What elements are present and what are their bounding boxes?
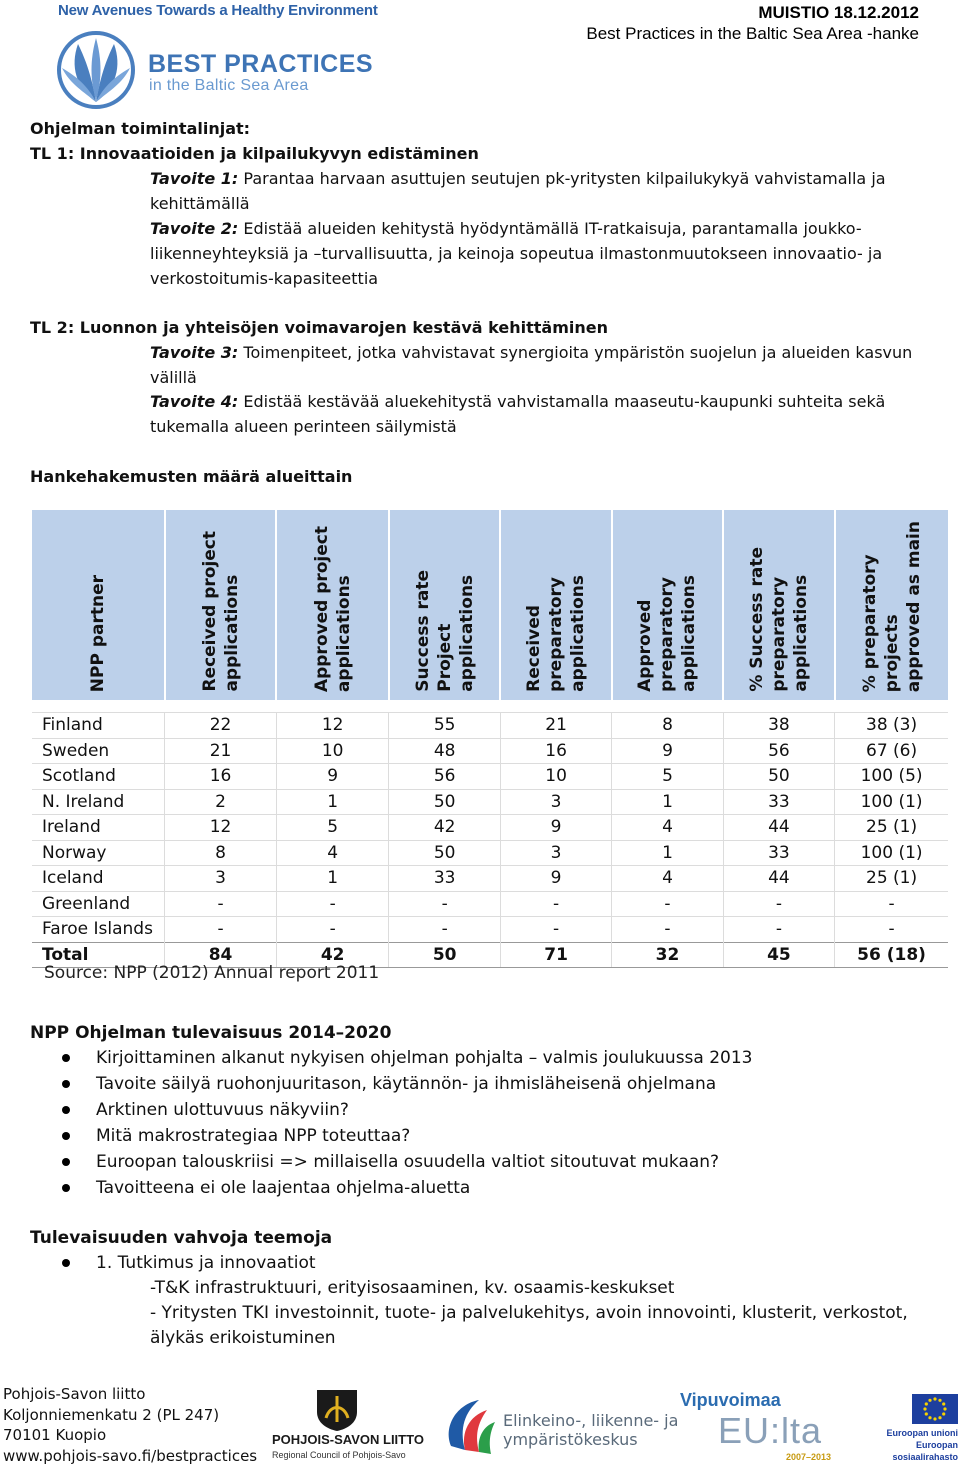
project-name: Best Practices in the Baltic Sea Area -hanke [586, 24, 919, 43]
value-cell: - [389, 891, 500, 917]
value-cell: 3 [500, 789, 611, 815]
col-header-label: Approved preparatory applications [635, 575, 700, 692]
value-cell: 100 (1) [835, 840, 948, 866]
value-cell: 22 [165, 713, 277, 739]
col-header [32, 510, 165, 700]
value-cell: 10 [276, 738, 389, 764]
partner-cell: Finland [32, 713, 165, 739]
col-header-label: Approved project applications [311, 525, 354, 692]
col-header [612, 510, 723, 700]
theme-sub-2: - Yritysten TKI investoinnit, tuote- ja palvelukehitys, avoin innovointi, klusterit, verkostot, älykäs erikoistuminen [150, 1303, 908, 1348]
bullet-icon [62, 1106, 70, 1114]
tl1-heading: TL 1: Innovaatioiden ja kilpailukyvyn edistäminen [30, 144, 479, 163]
table-row [32, 738, 948, 764]
col-header-label: % preparatory projects approved as main [859, 520, 924, 692]
logo-ely-text [503, 1411, 678, 1449]
value-cell: 44 [723, 866, 834, 892]
value-cell: 44 [723, 815, 834, 841]
table-source: Source: NPP (2012) Annual report 2011 [44, 963, 380, 983]
value-cell: - [723, 891, 834, 917]
value-cell: - [612, 891, 723, 917]
value-cell: - [389, 917, 500, 943]
list-item: 1. Tutkimus ja innovaatiot [30, 1250, 930, 1276]
value-cell: 100 (5) [835, 764, 948, 790]
value-cell: - [500, 891, 611, 917]
footer-org: Pohjois-Savon liitto [3, 1385, 146, 1403]
list-item: Arktinen ulottuvuus näkyviin? [30, 1097, 930, 1123]
col-header [165, 510, 277, 700]
total-value-cell: 45 [723, 942, 834, 968]
logo-ely-line1: Elinkeino-, liikenne- ja [503, 1411, 679, 1430]
value-cell: 4 [612, 866, 723, 892]
value-cell: 4 [612, 815, 723, 841]
table-row [32, 917, 948, 943]
partner-cell: Faroe Islands [32, 917, 165, 943]
value-cell: 5 [276, 815, 389, 841]
table-row [32, 866, 948, 892]
future-heading: NPP Ohjelman tulevaisuus 2014–2020 [30, 1023, 392, 1043]
value-cell: 42 [389, 815, 500, 841]
value-cell: - [276, 917, 389, 943]
table-row [32, 840, 948, 866]
goal-3-label: Tavoite 3: [150, 343, 239, 362]
value-cell: 50 [389, 789, 500, 815]
value-cell: 67 (6) [835, 738, 948, 764]
footer-city: 70101 Kuopio [3, 1426, 107, 1444]
bullet-icon [62, 1184, 70, 1192]
footer-street: Koljonniemenkatu 2 (PL 247) [3, 1405, 220, 1424]
goal-3 [150, 340, 940, 390]
value-cell: 1 [612, 789, 723, 815]
value-cell: 12 [276, 713, 389, 739]
value-cell: 2 [165, 789, 277, 815]
total-value-cell: 84 [165, 942, 277, 968]
table-row [32, 891, 948, 917]
total-value-cell: 50 [389, 942, 500, 968]
value-cell: 5 [612, 764, 723, 790]
bullet-icon [62, 1080, 70, 1088]
goal-2 [150, 216, 920, 291]
partner-cell: Scotland [32, 764, 165, 790]
value-cell: 33 [389, 866, 500, 892]
eu-flag-icon [912, 1394, 958, 1424]
section-title: Ohjelman toimintalinjat: [30, 119, 251, 138]
col-header-label: % Success rate preparatory applications [746, 547, 811, 692]
total-value-cell: 42 [276, 942, 389, 968]
goal-2-text: Edistää alueiden kehitystä hyödyntämällä IT-ratkaisuja, parantamalla joukko-liikenneyhteyksiä ja –turvallisuutta, ja keinoja sopeutua ilmastonmuutokseen innovaatio- ja verkostoitumis-kapasiteettia [150, 219, 883, 288]
table-row [32, 713, 948, 739]
bullet-icon [62, 1132, 70, 1140]
future-list [30, 1045, 930, 1201]
header-tagline: New Avenues Towards a Healthy Environment [58, 2, 378, 19]
logo-liitto-sub: Regional Council of Pohjois-Savo [272, 1450, 406, 1460]
total-label-cell: Total [32, 942, 165, 968]
goal-3-text: Toimenpiteet, jotka vahvistavat synergioita ympäristön suojelun ja alueiden kasvun välillä [150, 343, 913, 387]
total-value-cell: 71 [500, 942, 611, 968]
value-cell: 50 [389, 840, 500, 866]
goal-1-label: Tavoite 1: [150, 169, 239, 188]
col-header-label: Received preparatory applications [524, 575, 589, 692]
partner-cell: N. Ireland [32, 789, 165, 815]
partner-cell: Sweden [32, 738, 165, 764]
list-item: Tavoitteena ei ole laajentaa ohjelma-aluetta [30, 1175, 930, 1201]
value-cell: 38 (3) [835, 713, 948, 739]
value-cell: 8 [165, 840, 277, 866]
list-item: Euroopan talouskriisi => millaisella osuudella valtiot sitoutuvat mukaan? [30, 1149, 930, 1175]
value-cell: 4 [276, 840, 389, 866]
bullet-icon [62, 1054, 70, 1062]
list-item: Mitä makrostrategiaa NPP toteuttaa? [30, 1123, 930, 1149]
logo-title: BEST PRACTICES [148, 50, 374, 78]
col-header-label: NPP partner [87, 574, 108, 692]
partner-cell: Norway [32, 840, 165, 866]
list-item: Kirjoittaminen alkanut nykyisen ohjelman pohjalta – valmis joulukuussa 2013 [30, 1045, 930, 1071]
col-header [276, 510, 389, 700]
goal-4-text: Edistää kestävää aluekehitystä vahvistamalla maaseutu-kaupunki suhteita sekä tukemalla alueen perinteen säilymistä [150, 392, 886, 436]
logo-ely-line2: ympäristökeskus [503, 1430, 638, 1449]
best-practices-logo-icon [56, 30, 136, 110]
table-row [32, 789, 948, 815]
value-cell: - [165, 891, 277, 917]
partner-cell: Ireland [32, 815, 165, 841]
value-cell: 1 [612, 840, 723, 866]
logo-vipu-years: 2007–2013 [786, 1452, 832, 1462]
col-header [500, 510, 611, 700]
value-cell: - [276, 891, 389, 917]
coat-of-arms-icon [312, 1388, 362, 1432]
bullet-icon [62, 1259, 70, 1267]
logo-eu-line1: Euroopan unioni [886, 1428, 958, 1438]
value-cell: 1 [276, 866, 389, 892]
goal-1-text: Parantaa harvaan asuttujen seutujen pk-yritysten kilpailukykyä vahvistamalla ja kehittämällä [150, 169, 886, 213]
value-cell: - [835, 891, 948, 917]
value-cell: 10 [500, 764, 611, 790]
value-cell: 25 (1) [835, 866, 948, 892]
value-cell: 16 [500, 738, 611, 764]
ely-centre-logo-icon [443, 1396, 497, 1454]
value-cell: 21 [500, 713, 611, 739]
themes-list [30, 1250, 930, 1276]
tl2-heading: TL 2: Luonnon ja yhteisöjen voimavarojen kestävä kehittäminen [30, 318, 608, 337]
value-cell: 3 [500, 840, 611, 866]
value-cell: 9 [500, 866, 611, 892]
col-header [723, 510, 834, 700]
value-cell: 3 [165, 866, 277, 892]
bullet-icon [62, 1158, 70, 1166]
value-cell: 38 [723, 713, 834, 739]
value-cell: 100 (1) [835, 789, 948, 815]
value-cell: 9 [276, 764, 389, 790]
value-cell: 9 [500, 815, 611, 841]
col-header-label: Success rate Project applications [412, 570, 477, 692]
theme-sub-1: -T&K infrastruktuuri, erityisosaaminen, kv. osaamis-keskukset [150, 1278, 675, 1298]
list-item: Tavoite säilyä ruohonjuuritason, käytännön- ja ihmisläheisenä ohjelmana [30, 1071, 930, 1097]
value-cell: - [165, 917, 277, 943]
col-header-label: Received project applications [199, 531, 242, 692]
value-cell: 56 [723, 738, 834, 764]
value-cell: 50 [723, 764, 834, 790]
col-header [835, 510, 948, 700]
goal-4 [150, 389, 920, 439]
partner-cell: Iceland [32, 866, 165, 892]
value-cell: 12 [165, 815, 277, 841]
value-cell: 21 [165, 738, 277, 764]
value-cell: 9 [612, 738, 723, 764]
value-cell: 48 [389, 738, 500, 764]
value-cell: 55 [389, 713, 500, 739]
logo-eu-line2: Euroopan sosiaalirahasto [892, 1440, 958, 1462]
value-cell: 1 [276, 789, 389, 815]
value-cell: - [500, 917, 611, 943]
col-header [389, 510, 500, 700]
applications-table [32, 510, 948, 968]
table-row [32, 764, 948, 790]
logo-subtitle: in the Baltic Sea Area [149, 77, 309, 94]
value-cell: 16 [165, 764, 277, 790]
value-cell: 33 [723, 789, 834, 815]
logo-liitto-title: POHJOIS-SAVON LIITTO [272, 1432, 424, 1447]
table-row [32, 815, 948, 841]
footer-web-link[interactable]: www.pohjois-savo.fi/bestpractices [3, 1446, 258, 1465]
logo-vipu-top: Vipuvoimaa [680, 1390, 781, 1410]
value-cell: 56 [389, 764, 500, 790]
applications-heading: Hankehakemusten määrä alueittain [30, 467, 353, 486]
goal-4-label: Tavoite 4: [150, 392, 239, 411]
total-value-cell: 32 [612, 942, 723, 968]
footer-address [3, 1384, 257, 1466]
logo-eu-text [862, 1427, 958, 1463]
partner-cell: Greenland [32, 891, 165, 917]
value-cell: - [835, 917, 948, 943]
logo-vipu-main: EU:lta [718, 1410, 823, 1451]
total-value-cell: 56 (18) [835, 942, 948, 968]
value-cell: 33 [723, 840, 834, 866]
value-cell: 8 [612, 713, 723, 739]
themes-heading: Tulevaisuuden vahvoja teemoja [30, 1228, 333, 1248]
table-header-row [32, 510, 948, 700]
goal-1 [150, 166, 920, 216]
memo-date: MUISTIO 18.12.2012 [758, 3, 919, 22]
value-cell: - [612, 917, 723, 943]
value-cell: - [723, 917, 834, 943]
value-cell: 25 (1) [835, 815, 948, 841]
goal-2-label: Tavoite 2: [150, 219, 239, 238]
